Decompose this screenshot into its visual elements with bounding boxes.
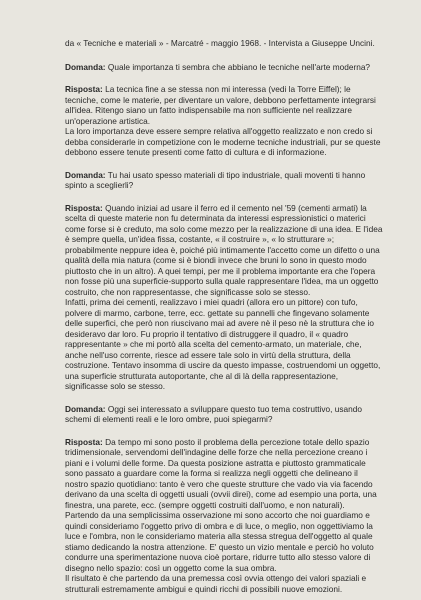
answer-label: Risposta:	[65, 84, 103, 94]
question-text: Tu hai usato spesso materiali di tipo industriale, quali moventi ti hanno spinto a sceglierli?	[65, 169, 366, 190]
qa-block-3	[65, 404, 383, 595]
answer-label: Risposta:	[65, 202, 103, 213]
answer-paragraph: Da tempo mi sono posto il problema della percezione totale dello spazio tridimensionale, servendomi dell'indagine delle forze che nella percezione creano i piani e i volumi delle forme. Da questa posizione astratta e piuttosto grammaticale sono passato a guardare come la forma si realizza negli oggetti che delineano il nostro spazio quotidiano: tanto è vero che queste strutture che vado via via facendo derivano da una scelta di oggetti usuali (ovvii direi), come ad esempio una porta, una finestra, una parete, ecc. (sempre oggetti costruiti dall'uomo, e non naturali).	[65, 436, 377, 510]
question-label: Domanda:	[65, 61, 106, 72]
question-text: Quale importanza ti sembra che abbiano le tecniche nell'arte moderna?	[105, 61, 371, 72]
qa-block-1	[65, 62, 383, 158]
source-citation: da « Tecniche e materiali » - Marcatré - maggio 1968. - Intervista a Giuseppe Uncini.	[65, 38, 375, 48]
qa-block-2	[65, 170, 383, 392]
answer-label: Risposta:	[65, 436, 103, 447]
answer-paragraph: La loro importanza deve essere sempre relativa all'oggetto realizzato e non credo si debba considerarle in competizione con le moderne tecniche industriali, pur se queste debbono essere tenute presenti come fatto di cultura e di informazione.	[65, 126, 381, 157]
answer-2	[65, 203, 383, 392]
answer-paragraph: Quando iniziai ad usare il ferro ed il cemento nel '59 (cementi armati) la scelta di queste materie non fu determinata da interessi espressionistici o materici come forse si è creduto, ma solo come mezzo per la realizzazione di una idea. E l'idea è sempre quella, un'idea fissa, costante, « il costruire », « lo strutturare »; probabilmente neppure idea è, poiché più intimamente l'accetto come un difetto o una qualità della mia natura (come si è biondi invece che bruni lo sono in questo modo piuttosto che in un altro). A quei tempi, per me il problema importante era che l'opera non fosse più una superficie-supporto sulla quale rappresentare l'idea, ma un oggetto costruito, che non rappresentasse, che significasse solo se stesso.	[65, 202, 383, 297]
question-text: Oggi sei interessato a sviluppare questo tuo tema costruttivo, usando schemi di elementi reali e le loro ombre, puoi spiegarmi?	[65, 403, 363, 424]
answer-paragraph: Infatti, prima dei cementi, realizzavo i miei quadri (allora ero un pittore) con tufo, polvere di marmo, carbone, terre, ecc. gettate su pannelli che fingevano solamente delle superfici, che però non riuscivano mai ad avere nè il peso nè la struttura che io desideravo dar loro. Fu proprio il tentativo di distruggere il quadro, il « quadro rappresentante » che mi portò alla scelta del cemento-armato, un materiale, che, anche nell'uso corrente, riesce ad essere tale solo in virtù della struttura, della costruzione. Tentavo insomma di uscire da questo impasse, costruendomi un oggetto, una superficie strutturata autoportante, che al di là della rappresentazione, significasse solo se stesso.	[65, 297, 381, 391]
question-3	[65, 404, 383, 425]
answer-3	[65, 437, 383, 595]
answer-paragraph: Il risultato è che partendo da una premessa così ovvia ottengo dei valori spaziali e strutturali estremamente ambigui e quindi ricchi di possibili nuove emozioni.	[65, 573, 367, 594]
question-label: Domanda:	[65, 169, 106, 180]
question-1	[65, 62, 383, 73]
question-2	[65, 170, 383, 191]
answer-1	[65, 84, 383, 158]
answer-paragraph: La tecnica fine a se stessa non mi interessa (vedi la Torre Eiffel); le tecniche, come le materie, per diventare un valore, debbono perfettamente integrarsi all'idea. Ritengo siano un fatto indispensabile ma non sufficiente nel realizzare un'operazione artistica.	[65, 84, 376, 126]
answer-paragraph: Partendo da una semplicissima osservazione mi sono accorto che noi guardiamo e quindi consideriamo l'oggetto privo di ombra e di luce, o meglio, non oggettiviamo la luce e l'ombra, non le consideriamo materia alla stessa stregua dell'oggetto al quale stiamo dedicando la nostra attenzione. E' questo un vizio mentale e perciò ho voluto condurre una sperimentazione nuova cioè portare, ridurre tutto allo stesso valore di disegno nello spazio: così un oggetto come la sua ombra.	[65, 510, 374, 573]
question-label: Domanda:	[65, 403, 106, 414]
